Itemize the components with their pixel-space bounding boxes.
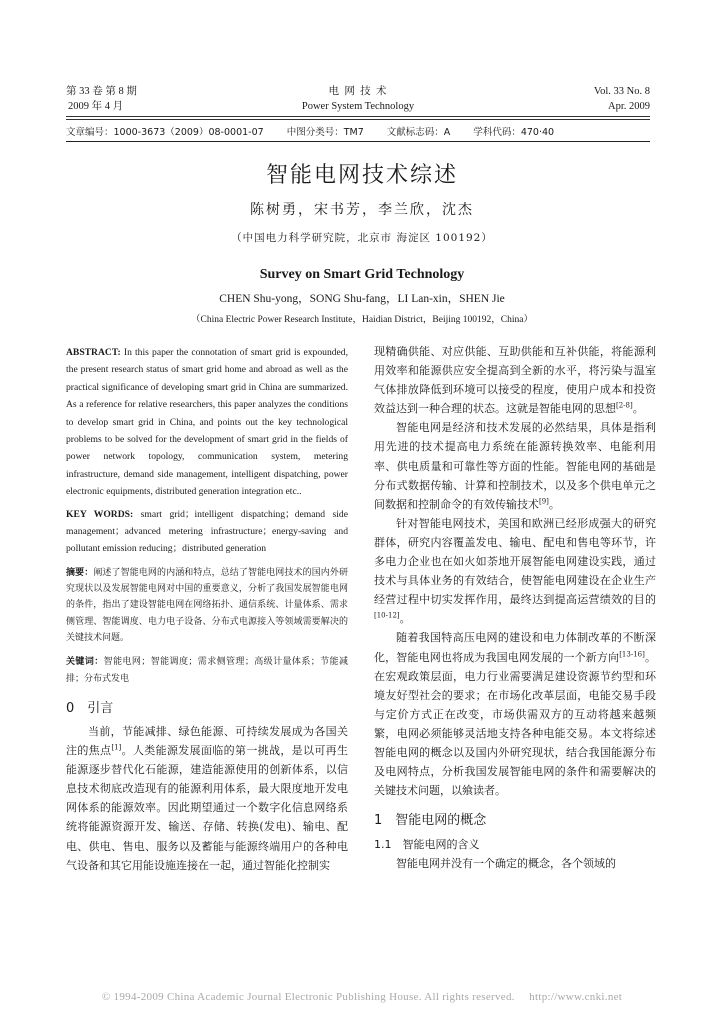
abstract-en-text: In this paper the connotation of smart grid is expounded, the present research status of smart grid home and abroad as well as the practical significance of developing smart grid in China are summarized. As a reference for relative researchers, this paper analyzes the conditions to develop smart grid in China, and points out the key technological problems to be solved for the development of smart grid in the fields of power network topology, communication system, metering infrastructure, demand side management, intelligent dispatching, power electronic equipments, distributed generation integration etc.. xyxy=(66,347,348,498)
citation-ref: [10-12] xyxy=(374,611,400,620)
authors-cn: 陈树勇，宋书芳，李兰欣，沈杰 xyxy=(250,202,474,218)
article-number: 文章编号：1000-3673（2009）08-0001-07 xyxy=(66,127,264,138)
right-p3-text-b: 。 xyxy=(399,612,411,626)
intro-paragraph xyxy=(66,722,348,875)
right-p2-text-a: 智能电网是经济和技术发展的必然结果，具体是指利用先进的技术提高电力系统在能源转换效率、电能利用率、供电质量和可靠性等方面的性能。智能电网的基础是分布式数据传输、计算和控制技术，以及多个供电单元之间数据和控制命令的有效传输技术 xyxy=(374,421,656,511)
right-paragraph-3 xyxy=(374,514,656,629)
header-journal-cn: 电 网 技 术 xyxy=(328,85,388,97)
right-paragraph-1 xyxy=(374,342,656,418)
meta-rule xyxy=(66,141,650,142)
right-paragraph-5: 智能电网并没有一个确定的概念，各个领域的 xyxy=(396,857,616,871)
citation-ref: [2-8] xyxy=(616,401,633,410)
header-volume-en-block xyxy=(594,84,650,114)
right-column xyxy=(374,342,656,873)
header-volume-cn: 第 33 卷 第 8 期 xyxy=(66,86,137,97)
header-rule-bottom xyxy=(66,119,650,120)
right-p1-text-a: 现精确供能、对应供能、互助供能和互补供能，将能源利用效率和能源供应安全提高到全新的水平，将污染与温室气体排放降低到环境可以接受的程度，使用户成本和投资效益达到一种合理的状态。这就是智能电网的思想 xyxy=(374,345,656,416)
document-code: 文献标志码：A xyxy=(386,127,451,138)
header-volume-en: Vol. 33 No. 8 xyxy=(593,86,650,97)
intro-text-b: 。人类能源发展面临的第一挑战，是以可再生能源逐步替代化石能源，建造能源使用的创新体系，以信息技术彻底改造现有的能源利用体系，最大限度地开发电网体系的能源效率。因此期望通过一个数字化信息网络系统将能源资源开发、输送、存储、转换(发电)、输电、配电、供电、售电、服务以及蓄能与能源终端用户的各种电气设备和其它用能设施连接在一起，通过智能化控制实 xyxy=(66,744,349,872)
citation-ref: [9] xyxy=(539,497,549,506)
keywords-cn-label: 关键词： xyxy=(66,657,104,668)
article-title-cn: 智能电网技术综述 xyxy=(265,163,458,188)
affiliation-cn: （中国电力科学研究院，北京市 海淀区 100192） xyxy=(231,232,493,244)
citation-ref: [13-16] xyxy=(619,649,645,658)
intro-text-a: 当前，节能减排、绿色能源、可持续发展成为各国关注的焦点 xyxy=(66,724,348,758)
copyright-footer: © 1994-2009 China Academic Journal Electronic Publishing House. All rights reserved. http://www.cnki.net xyxy=(101,991,623,1003)
header-date-cn: 2009 年 4 月 xyxy=(68,101,124,112)
abstract-cn-text: 阐述了智能电网的内涵和特点，总结了智能电网技术的国内外研究现状以及发展智能电网对中国的重要意义，分析了我国发展智能电网的条件，指出了建设智能电网在网络拓扑、通信系统、计量体系、需求侧管理、智能调度、电力电子设备、分布式电源接入等领域需要解决的关键技术问题。 xyxy=(66,567,348,644)
section-heading-1: 1 智能电网的概念 xyxy=(374,813,487,829)
right-paragraph-4 xyxy=(374,628,656,800)
right-p4-text-b: 。在宏观政策层面，电力行业需要满足建设资源节约型和环境友好型社会的要求；在市场化改革层面，电能交易手段与定价方式正在改变，市场供需双方的互动将越来越频繁，电网必须能够灵活地支持各种电能交易。本文将综述智能电网的概念以及国内外研究现状，结合我国能源分布及电网特点，分析我国发展智能电网的条件和需要解决的关键技术问题，以飨读者。 xyxy=(374,650,657,798)
article-title-en: Survey on Smart Grid Technology xyxy=(259,267,465,282)
article-meta-line xyxy=(66,124,650,138)
right-p2-text-b: 。 xyxy=(548,497,560,511)
subsection-heading-1-1: 1.1 智能电网的含义 xyxy=(374,838,480,852)
abstract-en-label: ABSTRACT: xyxy=(66,347,121,358)
right-p3-text-a: 针对智能电网技术，美国和欧洲已经形成强大的研究群体，研究内容覆盖发电、输电、配电和售电等环节，许多电力企业也在如火如荼地开展智能电网建设实践，通过技术与具体业务的有效结合，使智能电网建设在企业生产经营过程中切实发挥作用，最终达到提高运营绩效的目的 xyxy=(374,516,656,607)
abstract-cn xyxy=(66,565,348,646)
subject-code: 学科代码：470·40 xyxy=(473,127,555,138)
section-heading-introduction: 0 引言 xyxy=(66,700,114,716)
keywords-en-label: KEY WORDS: xyxy=(66,508,134,520)
abstract-cn-label: 摘要： xyxy=(66,567,94,578)
header-date-en: Apr. 2009 xyxy=(608,101,650,112)
right-p1-text-b: 。 xyxy=(632,402,644,416)
abstract-en xyxy=(66,344,348,501)
keywords-cn-text: 智能电网；智能调度；需求侧管理；高级计量体系；节能减排；分布式发电 xyxy=(66,657,348,684)
right-p4-text-a: 随着我国特高压电网的建设和电力体制改革的不断深化，智能电网也将成为我国电网发展的一个新方向 xyxy=(374,631,656,664)
citation-ref: [1] xyxy=(111,743,122,752)
header-journal-en: Power System Technology xyxy=(301,101,415,112)
left-column xyxy=(66,344,348,875)
header-journal-block xyxy=(66,84,650,114)
keywords-en-text: smart grid；intelligent dispatching；demand side management；advanced metering infrastructure；energy-saving and pollutant emission reducing；distributed generation xyxy=(66,508,348,555)
header-rule-top xyxy=(66,116,650,117)
keywords-cn xyxy=(66,654,348,687)
keywords-en xyxy=(66,506,348,558)
right-paragraph-2 xyxy=(374,418,656,513)
affiliation-en: （China Electric Power Research Institute，Haidian District，Beijing 100192，China） xyxy=(191,315,533,325)
clc-number: 中图分类号：TM7 xyxy=(286,127,364,138)
journal-header xyxy=(66,84,650,116)
authors-en: CHEN Shu-yong，SONG Shu-fang，LI Lan-xin，SHEN Jie xyxy=(219,293,505,305)
